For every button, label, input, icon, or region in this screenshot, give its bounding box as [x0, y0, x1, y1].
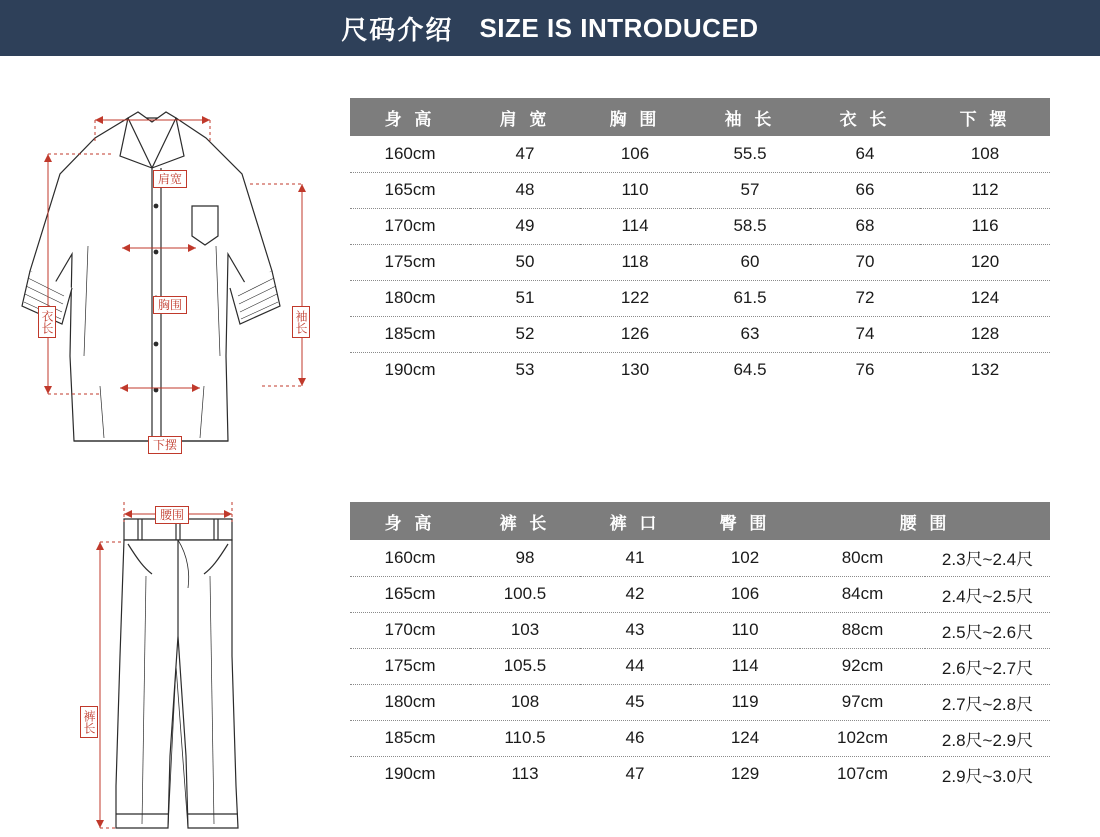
label-pants-length: 裤长 [80, 706, 98, 738]
table-cell: 110 [690, 612, 800, 648]
shirt-size-table [350, 98, 1050, 388]
label-chest: 胸围 [153, 296, 187, 314]
table-cell: 42 [580, 576, 690, 612]
table-cell: 63 [690, 316, 810, 352]
column-header: 衣 长 [810, 98, 920, 136]
table-cell: 120 [920, 244, 1050, 280]
table-cell: 124 [920, 280, 1050, 316]
table-cell: 43 [580, 612, 690, 648]
table-cell: 103 [470, 612, 580, 648]
table-row [350, 316, 1050, 352]
table-cell: 41 [580, 540, 690, 576]
table-cell: 50 [470, 244, 580, 280]
table-row [350, 684, 1050, 720]
table-cell: 170cm [350, 208, 470, 244]
table-cell: 126 [580, 316, 690, 352]
table-cell: 165cm [350, 576, 470, 612]
table-cell: 129 [690, 756, 800, 792]
table-cell: 108 [920, 136, 1050, 172]
column-header: 身 高 [350, 98, 470, 136]
table-cell: 58.5 [690, 208, 810, 244]
table-cell: 110 [580, 172, 690, 208]
table-cell: 2.8尺~2.9尺 [925, 720, 1050, 756]
table-cell: 108 [470, 684, 580, 720]
pants-size-table [350, 502, 1050, 792]
table-cell: 53 [470, 352, 580, 388]
table-cell: 118 [580, 244, 690, 280]
table-cell: 55.5 [690, 136, 810, 172]
table-cell: 2.6尺~2.7尺 [925, 648, 1050, 684]
table-cell: 2.5尺~2.6尺 [925, 612, 1050, 648]
table-row [350, 208, 1050, 244]
table-cell: 64.5 [690, 352, 810, 388]
column-header: 裤 长 [470, 502, 580, 540]
table-cell: 76 [810, 352, 920, 388]
table-cell: 97cm [800, 684, 925, 720]
table-row [350, 172, 1050, 208]
page-title-cn: 尺码介绍 [341, 14, 454, 45]
table-row [350, 136, 1050, 172]
table-cell: 2.9尺~3.0尺 [925, 756, 1050, 792]
table-cell: 102 [690, 540, 800, 576]
table-row [350, 244, 1050, 280]
table-row [350, 648, 1050, 684]
table-row [350, 756, 1050, 792]
table-cell: 72 [810, 280, 920, 316]
table-cell: 48 [470, 172, 580, 208]
table-cell: 160cm [350, 136, 470, 172]
table-row [350, 280, 1050, 316]
table-cell: 132 [920, 352, 1050, 388]
table-cell: 88cm [800, 612, 925, 648]
label-sleeve-length: 袖长 [292, 306, 310, 338]
table-cell: 100.5 [470, 576, 580, 612]
table-cell: 61.5 [690, 280, 810, 316]
pants-figure [0, 456, 350, 837]
table-cell: 165cm [350, 172, 470, 208]
pants-section [0, 456, 1100, 837]
table-cell: 185cm [350, 316, 470, 352]
table-cell: 180cm [350, 684, 470, 720]
table-row [350, 576, 1050, 612]
table-cell: 122 [580, 280, 690, 316]
table-cell: 105.5 [470, 648, 580, 684]
table-cell: 46 [580, 720, 690, 756]
table-cell: 170cm [350, 612, 470, 648]
table-cell: 130 [580, 352, 690, 388]
table-cell: 92cm [800, 648, 925, 684]
table-cell: 49 [470, 208, 580, 244]
column-header: 肩 宽 [470, 98, 580, 136]
table-cell: 175cm [350, 648, 470, 684]
table-cell: 114 [580, 208, 690, 244]
table-cell: 114 [690, 648, 800, 684]
column-header: 身 高 [350, 502, 470, 540]
table-cell: 80cm [800, 540, 925, 576]
table-cell: 74 [810, 316, 920, 352]
table-cell: 113 [470, 756, 580, 792]
top-table-wrapper [350, 56, 1100, 456]
table-cell: 98 [470, 540, 580, 576]
table-cell: 128 [920, 316, 1050, 352]
page-header-banner [0, 0, 1100, 56]
table-cell: 107cm [800, 756, 925, 792]
table-cell: 64 [810, 136, 920, 172]
table-cell: 116 [920, 208, 1050, 244]
table-header-row [350, 502, 1050, 540]
table-cell: 180cm [350, 280, 470, 316]
table-cell: 124 [690, 720, 800, 756]
table-cell: 70 [810, 244, 920, 280]
table-row [350, 720, 1050, 756]
table-cell: 51 [470, 280, 580, 316]
column-header: 袖 长 [690, 98, 810, 136]
table-cell: 45 [580, 684, 690, 720]
table-cell: 66 [810, 172, 920, 208]
table-cell: 119 [690, 684, 800, 720]
table-cell: 160cm [350, 540, 470, 576]
table-cell: 47 [580, 756, 690, 792]
table-cell: 2.3尺~2.4尺 [925, 540, 1050, 576]
shirt-illustration [0, 56, 350, 456]
label-hem: 下摆 [148, 436, 182, 454]
table-row [350, 540, 1050, 576]
column-header: 下 摆 [920, 98, 1050, 136]
column-header: 臀 围 [690, 502, 800, 540]
table-row [350, 612, 1050, 648]
bottom-table-wrapper [350, 456, 1100, 837]
table-row [350, 352, 1050, 388]
table-cell: 2.7尺~2.8尺 [925, 684, 1050, 720]
table-cell: 112 [920, 172, 1050, 208]
table-cell: 2.4尺~2.5尺 [925, 576, 1050, 612]
column-header: 胸 围 [580, 98, 690, 136]
table-cell: 106 [690, 576, 800, 612]
table-cell: 185cm [350, 720, 470, 756]
column-header: 腰 围 [800, 502, 1050, 540]
label-garment-length: 衣长 [38, 306, 56, 338]
table-cell: 175cm [350, 244, 470, 280]
table-cell: 84cm [800, 576, 925, 612]
label-waist: 腰围 [155, 506, 189, 524]
table-header-row [350, 98, 1050, 136]
table-cell: 190cm [350, 352, 470, 388]
page-title-en: SIZE IS INTRODUCED [479, 12, 759, 43]
table-cell: 44 [580, 648, 690, 684]
table-cell: 110.5 [470, 720, 580, 756]
table-cell: 60 [690, 244, 810, 280]
column-header: 裤 口 [580, 502, 690, 540]
table-cell: 190cm [350, 756, 470, 792]
label-shoulder-width: 肩宽 [153, 170, 187, 188]
table-cell: 106 [580, 136, 690, 172]
table-cell: 68 [810, 208, 920, 244]
shirt-section [0, 56, 1100, 456]
table-cell: 52 [470, 316, 580, 352]
table-cell: 102cm [800, 720, 925, 756]
table-cell: 57 [690, 172, 810, 208]
table-cell: 47 [470, 136, 580, 172]
shirt-figure [0, 56, 350, 456]
